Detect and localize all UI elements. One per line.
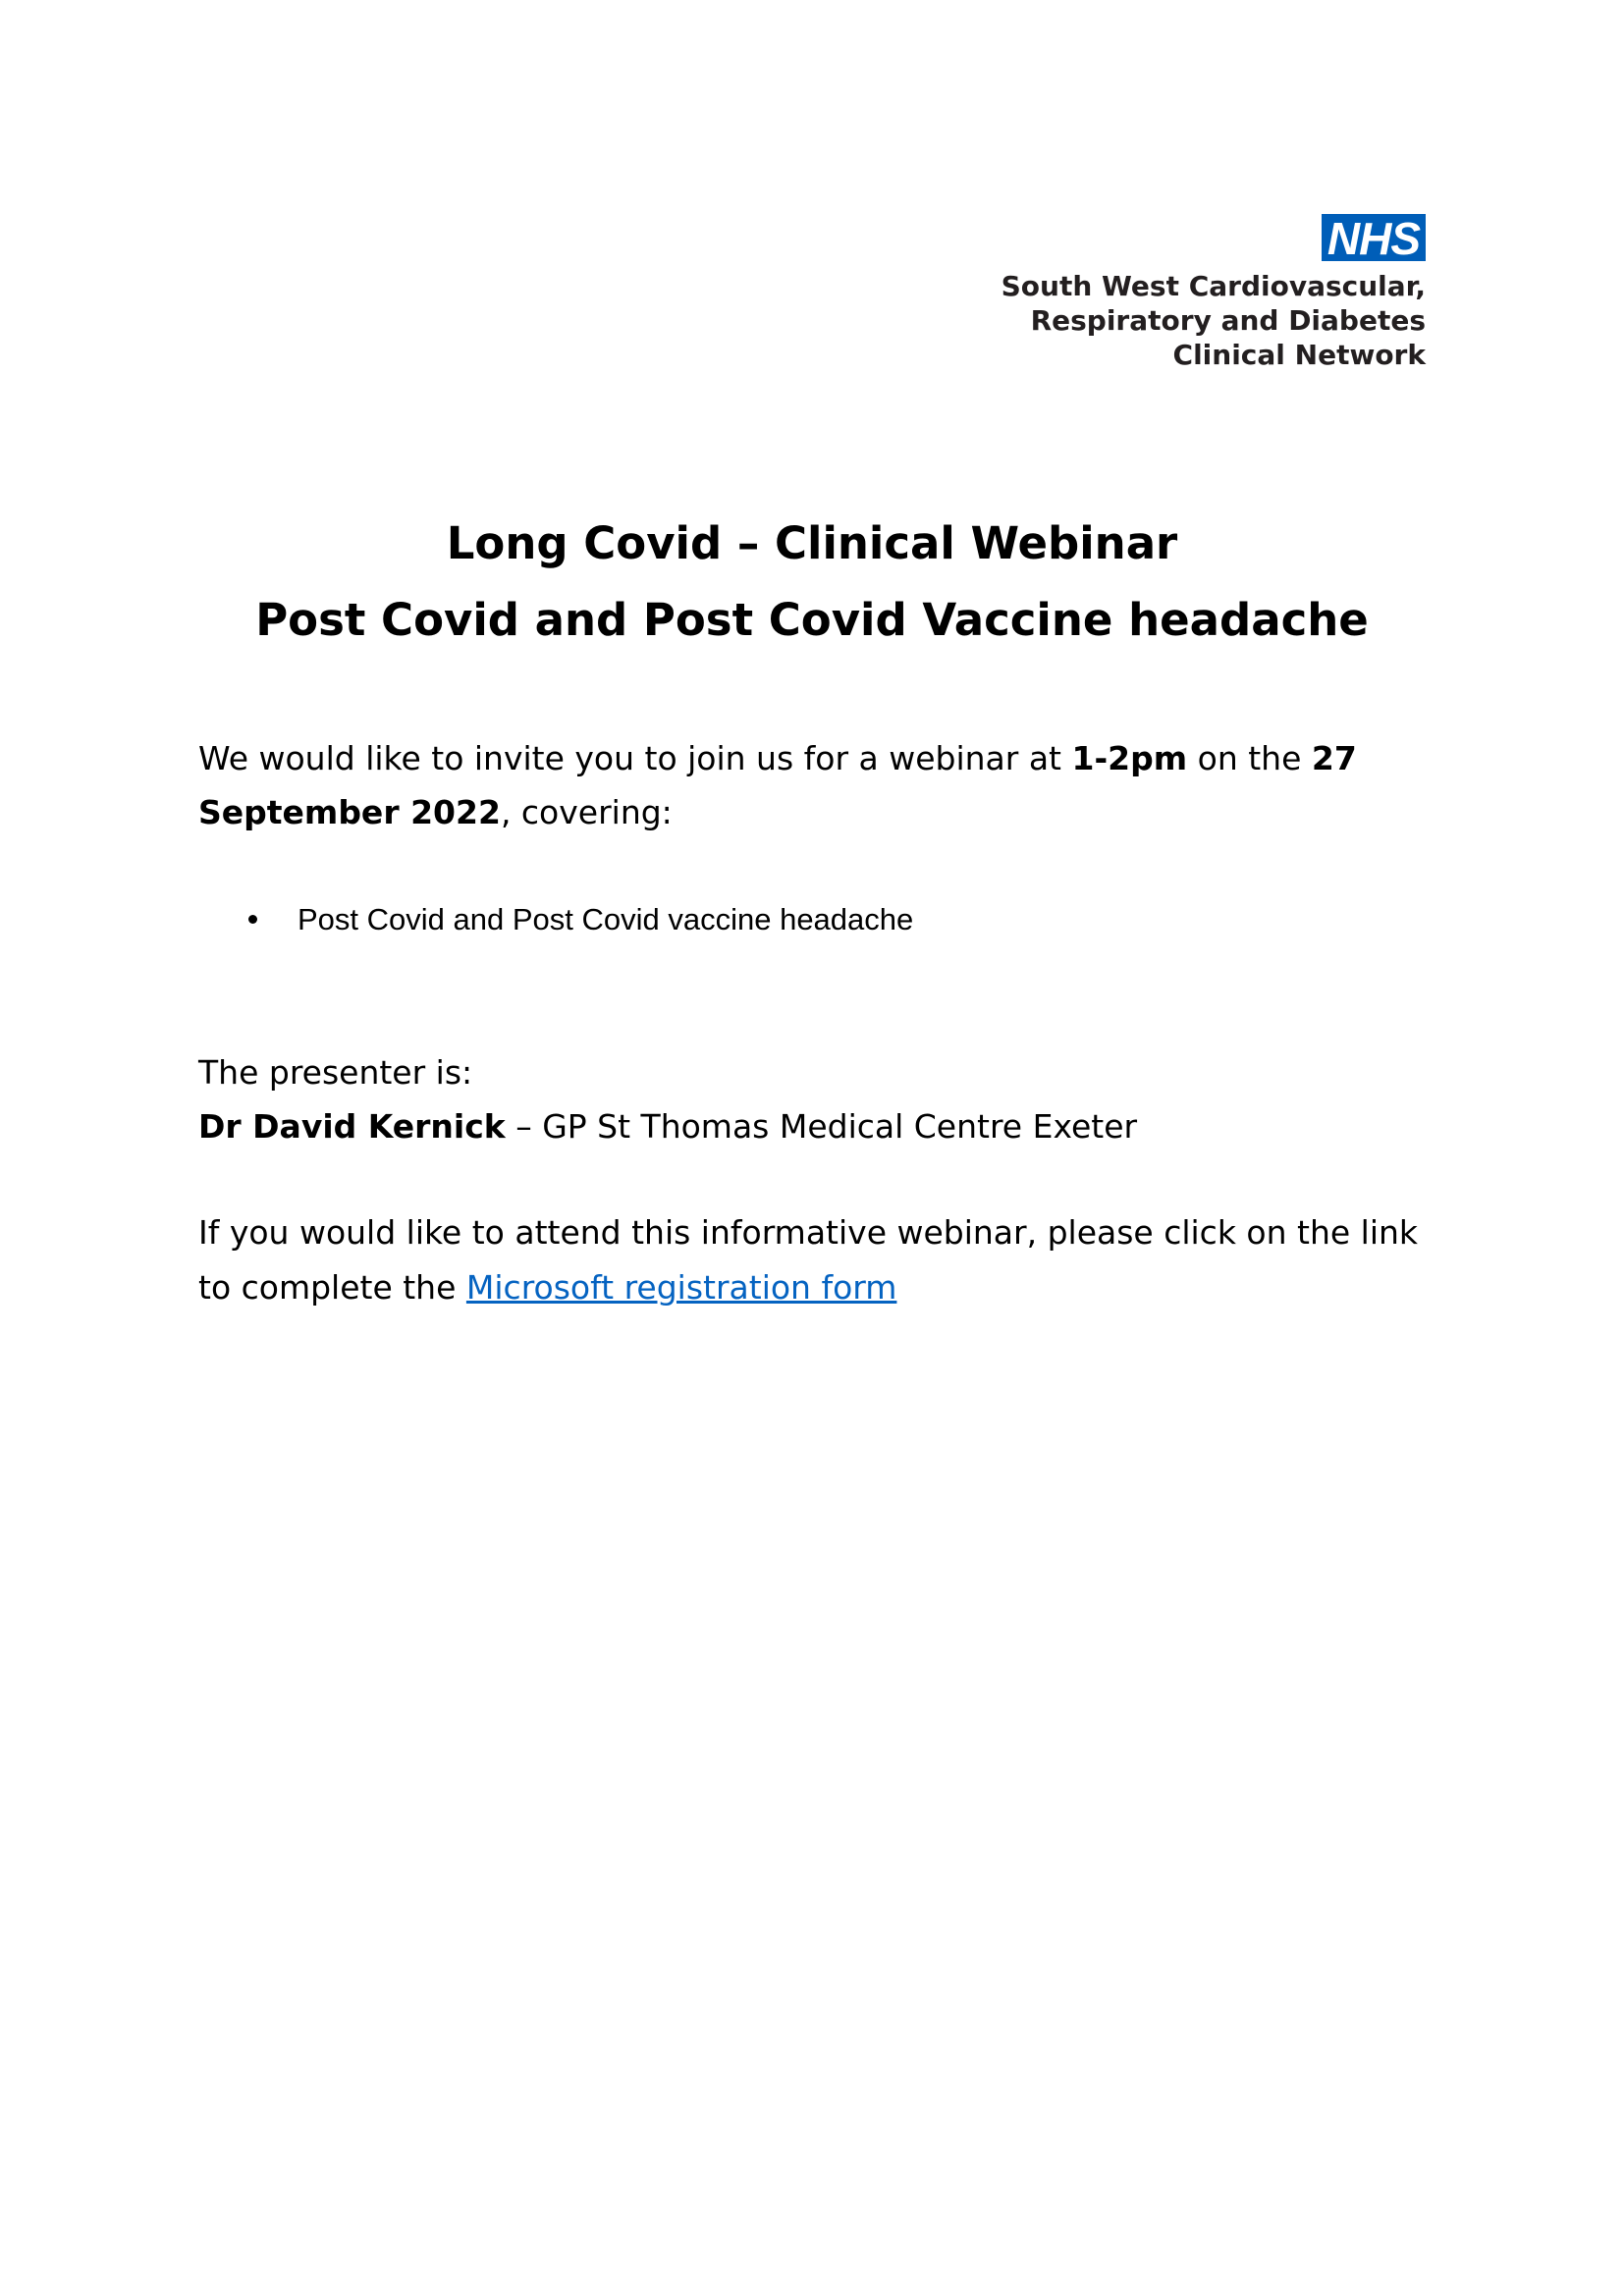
- topics-list: [248, 895, 913, 944]
- presenter-role: GP St Thomas Medical Centre Exeter: [542, 1107, 1138, 1146]
- presenter-separator: –: [505, 1107, 543, 1146]
- invite-text-before: We would like to invite you to join us for a webinar at: [198, 739, 1072, 777]
- list-item: [248, 895, 913, 944]
- invite-paragraph: [198, 731, 1435, 839]
- title-line-2: Post Covid and Post Covid Vaccine headache: [255, 594, 1369, 646]
- invite-text-middle: on the: [1187, 739, 1312, 777]
- presenter-intro: The presenter is:: [198, 1053, 473, 1092]
- nhs-logo: NHS: [1322, 214, 1426, 261]
- invite-text-after: , covering:: [500, 793, 673, 831]
- network-name-line-2: Respiratory and Diabetes: [1030, 304, 1426, 337]
- topic-label: Post Covid and Post Covid vaccine headache: [298, 902, 914, 936]
- invite-date: 27 September 2022: [198, 739, 1357, 831]
- invite-time: 1-2pm: [1071, 739, 1188, 777]
- registration-text: If you would like to attend this informative webinar, please click on the link to complete the: [198, 1213, 1419, 1307]
- presenter-section: [198, 1045, 1137, 1153]
- presenter-name: Dr David Kernick: [198, 1107, 506, 1146]
- network-name-line-3: Clinical Network: [1172, 339, 1426, 371]
- presenter-details: [198, 1099, 1137, 1153]
- header-logo-block: [1001, 214, 1426, 372]
- bullet-icon: [248, 915, 257, 924]
- registration-paragraph: [198, 1205, 1445, 1315]
- title-line-1: Long Covid – Clinical Webinar: [446, 517, 1178, 569]
- registration-form-link[interactable]: Microsoft registration form: [465, 1268, 897, 1307]
- network-name: [1001, 269, 1426, 372]
- network-name-line-1: South West Cardiovascular,: [1001, 270, 1426, 302]
- document-title: [0, 506, 1624, 659]
